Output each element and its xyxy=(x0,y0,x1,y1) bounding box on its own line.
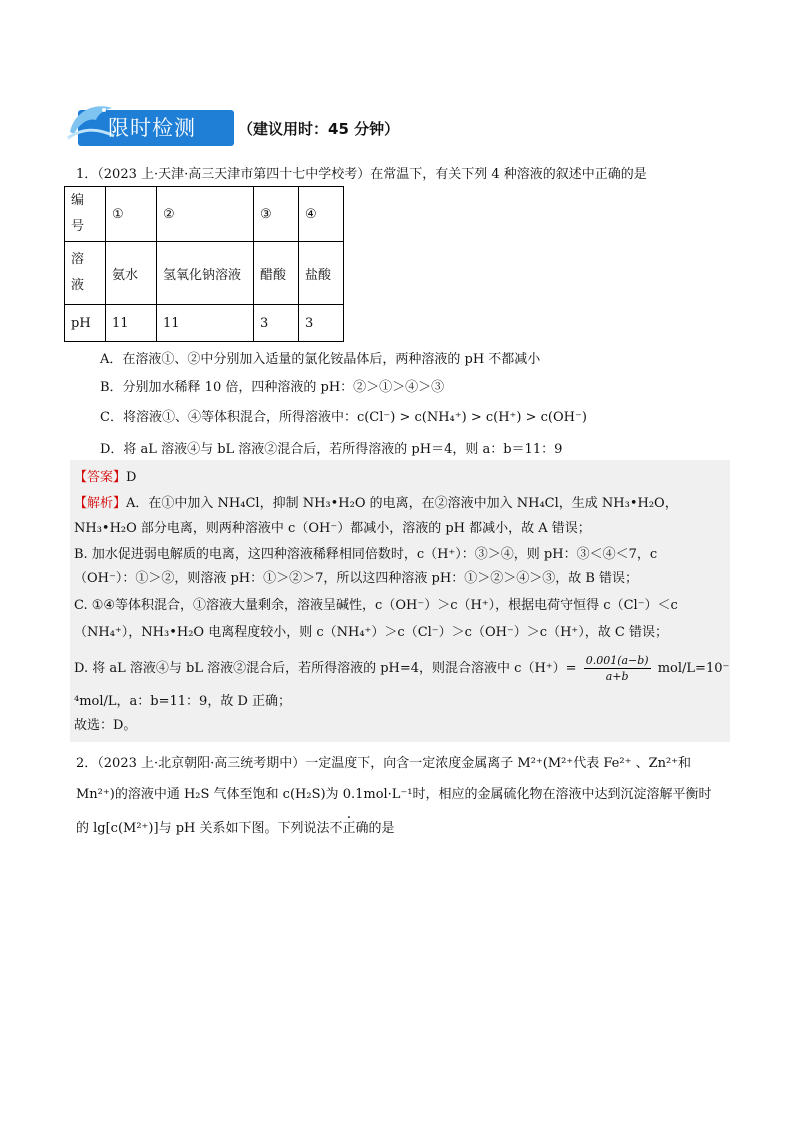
q1-table xyxy=(64,186,344,342)
analysis-line-7 xyxy=(74,653,729,684)
q2-text: 的 lg[c(M²⁺)]与 pH 关系如下图。下列说法 xyxy=(76,821,330,836)
table-cell: ④ xyxy=(299,187,344,242)
q1-option-d: D．将 aL 溶液④与 bL 溶液②混合后，若所得溶液的 pH＝4，则 a：b＝11：9 xyxy=(100,442,563,457)
q2-line-1: 2．（2023 上·北京朝阳·高三统考期中）一定温度下，向含一定浓度金属离子 M²⁺(M²⁺代表 Fe²⁺ 、Zn²⁺和 xyxy=(76,756,692,771)
analysis-text: mol/L=10⁻ xyxy=(657,661,730,676)
analysis-line-1 xyxy=(74,492,678,511)
table-cell: 11 xyxy=(157,305,254,342)
table-cell: ③ xyxy=(254,187,299,242)
emphasis-text: 不正确 xyxy=(329,821,369,836)
table-cell xyxy=(65,187,106,242)
table-row xyxy=(65,187,344,242)
analysis-text: A．在①中加入 NH₄Cl，抑制 NH₃•H₂O 的电离，在②溶液中加入 NH₄Cl，生成 NH₃•H₂O， xyxy=(126,496,678,511)
table-cell xyxy=(65,242,106,305)
table-cell: ① xyxy=(106,187,157,242)
table-cell: pH xyxy=(65,305,106,342)
fraction-numerator: 0.001(a−b) xyxy=(585,654,649,667)
q2-text: 的是 xyxy=(368,821,395,836)
table-cell: 11 xyxy=(106,305,157,342)
q1-stem: 1．（2023 上·天津·高三天津市第四十七中学校考）在常温下，有关下列 4 种溶液的叙述中正确的是 xyxy=(76,167,647,182)
table-row xyxy=(65,242,344,305)
table-cell: ② xyxy=(157,187,254,242)
answer-label: 【答案】 xyxy=(74,470,127,485)
badge-title: 限时检测 xyxy=(108,116,196,140)
q2-line-3 xyxy=(76,817,395,836)
q1-option-b: B．分别加水稀释 10 倍，四种溶液的 pH：②＞①＞④＞③ xyxy=(100,380,445,395)
table-row xyxy=(65,305,344,342)
answer-line xyxy=(74,466,136,485)
table-cell: 3 xyxy=(254,305,299,342)
fraction xyxy=(584,653,651,684)
analysis-line-8: ⁴mol/L，a：b=11：9，故 D 正确； xyxy=(74,694,292,709)
analysis-line-5: C. ①④等体积混合，①溶液大量剩余，溶液呈碱性，c（OH⁻）＞c（H⁺），根据电荷守恒得 c（Cl⁻）＜c xyxy=(74,598,678,613)
suggested-time: （建议用时：45 分钟） xyxy=(238,120,400,138)
analysis-label: 【解析】 xyxy=(74,496,127,511)
table-cell: 3 xyxy=(299,305,344,342)
q1-option-c: C．将溶液①、④等体积混合，所得溶液中：c(Cl⁻) > c(NH₄⁺) > c(H⁺) > c(OH⁻) xyxy=(100,410,587,425)
analysis-line-4: （OH⁻）：①＞②，则溶液 pH：①＞②＞7，所以这四种溶液 pH：①＞②＞④＞③，故 B 错误； xyxy=(74,571,639,586)
table-cell: 盐酸 xyxy=(299,242,344,305)
section-badge xyxy=(64,98,236,150)
q1-option-a: A．在溶液①、②中分别加入适量的氯化铵晶体后，两种溶液的 pH 不都减小 xyxy=(100,352,541,367)
answer-value: D xyxy=(126,470,137,485)
analysis-line-9: 故选：D。 xyxy=(74,718,137,733)
q2-line-2: Mn²⁺)的溶液中通 H₂S 气体至饱和 c(H₂S)为 0.1mol·L⁻¹时，相应的金属硫化物在溶液中达到沉淀溶解平衡时 xyxy=(76,787,712,802)
analysis-line-2: NH₃•H₂O 部分电离，则两种溶液中 c（OH⁻）都减小，溶液的 pH 都减小，故 A 错误； xyxy=(74,521,591,536)
analysis-text: D. 将 aL 溶液④与 bL 溶液②混合后，若所得溶液的 pH=4，则混合溶液中 c（H⁺）= xyxy=(74,661,577,676)
fraction-denominator: a+b xyxy=(605,670,629,683)
cell-label-number: 编 号 xyxy=(71,193,85,234)
analysis-line-6: （NH₄⁺），NH₃•H₂O 电离程度较小，则 c（NH₄⁺）＞c（Cl⁻）＞c（OH⁻）＞c（H⁺），故 C 错误； xyxy=(74,625,668,640)
table-cell: 醋酸 xyxy=(254,242,299,305)
cell-label-solution: 溶 液 xyxy=(71,252,85,293)
analysis-line-3: B. 加水促进弱电解质的电离，这四种溶液稀释相同倍数时，c（H⁺）：③＞④，则 pH：③＜④＜7，c xyxy=(74,547,658,562)
table-cell: 氨水 xyxy=(106,242,157,305)
table-cell: 氢氧化钠溶液 xyxy=(157,242,254,305)
